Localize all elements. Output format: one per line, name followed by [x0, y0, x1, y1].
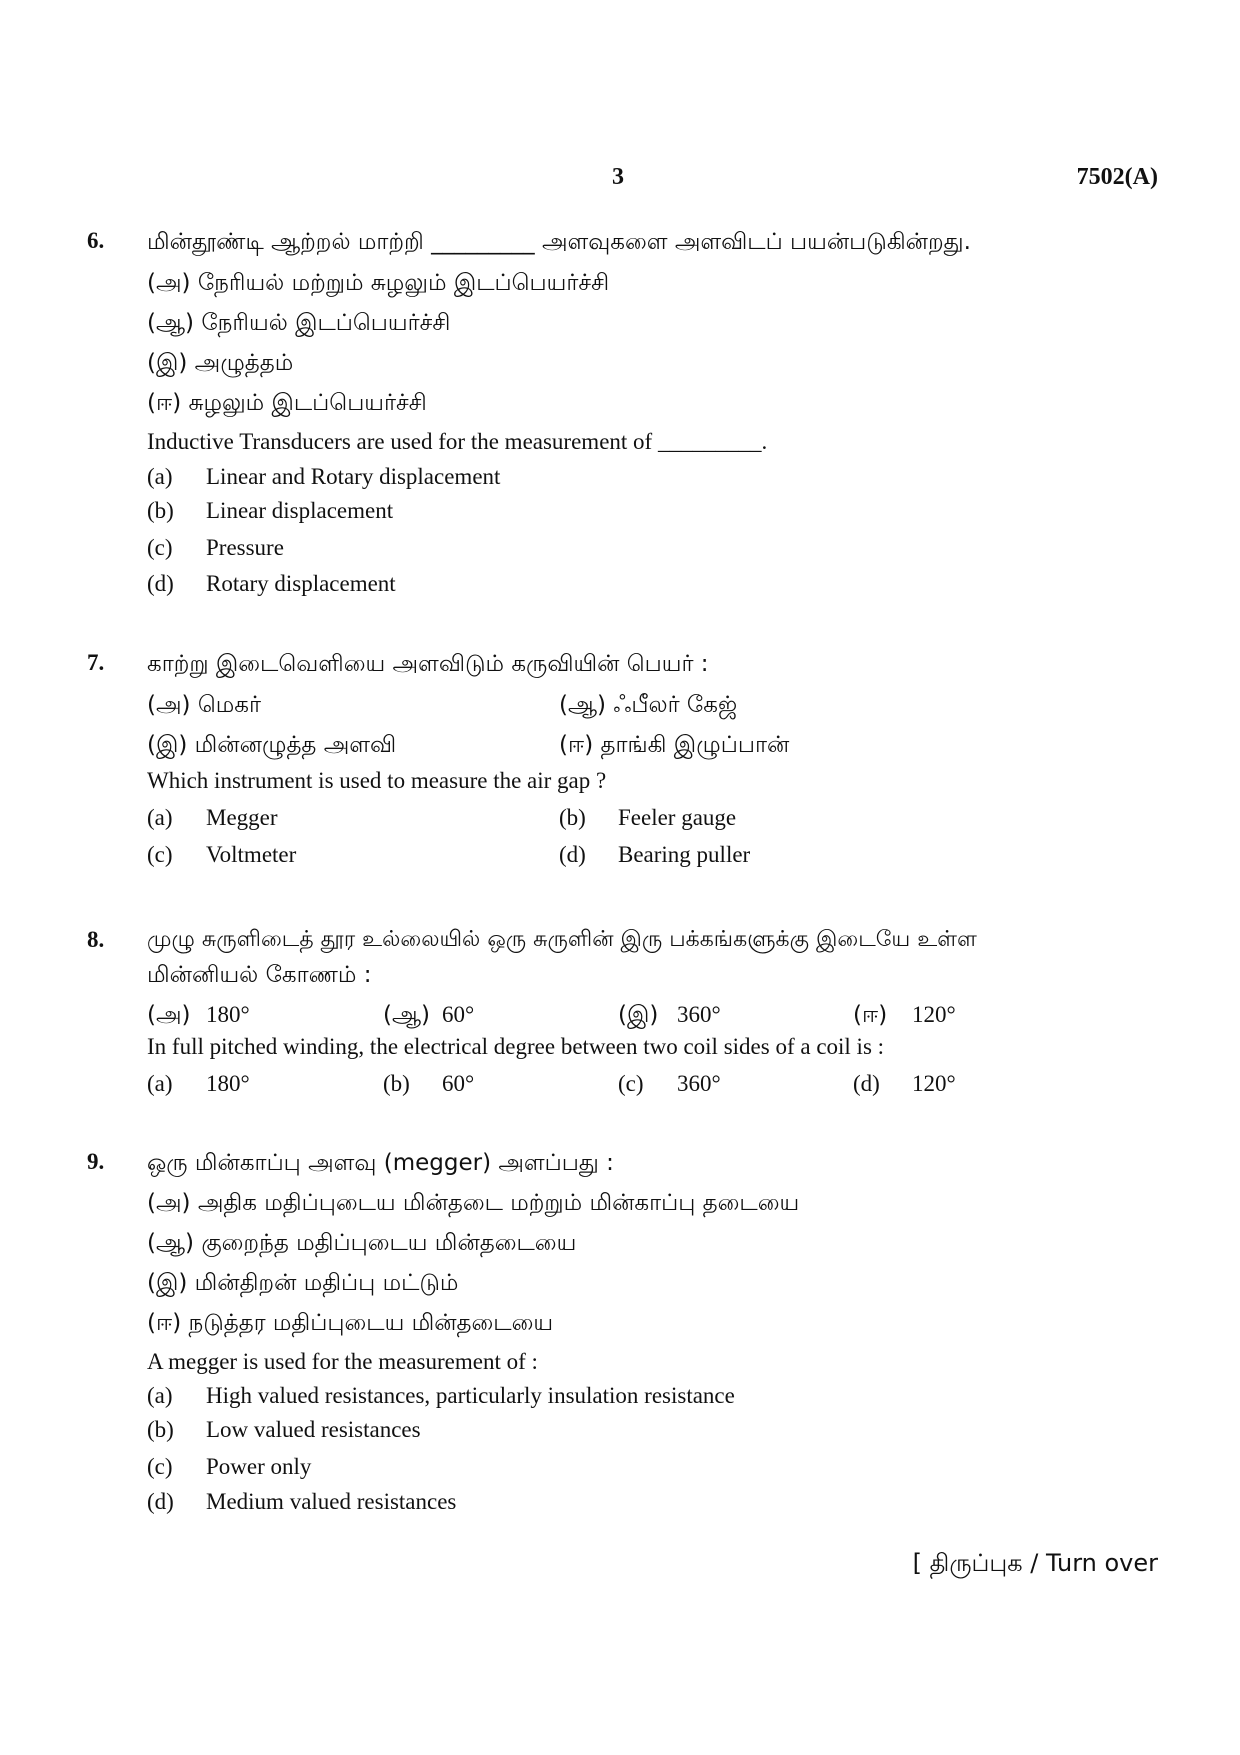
option-tamil: (ஆ) ஃபீலர் கேஜ் [559, 692, 738, 718]
question-text-tamil: முழு சுருளிடைத் தூர உல்லையில் ஒரு சுருளின் இரு பக்கங்களுக்கு இடையே உள்ள [147, 927, 977, 952]
option-tamil: (அ) அதிக மதிப்புடைய மின்தடை மற்றும் மின்காப்பு தடையை [147, 1190, 800, 1216]
option-label-tamil: (ஈ) [853, 1002, 888, 1028]
option-text: Linear displacement [206, 498, 394, 523]
option-tamil: (ஆ) நேரியல் இடப்பெயர்ச்சி [147, 310, 451, 336]
option-text: Medium valued resistances [206, 1489, 457, 1514]
option-label: (b) [147, 498, 174, 523]
option-tamil: (அ) நேரியல் மற்றும் சுழலும் இடப்பெயர்ச்சி [147, 270, 610, 296]
option-label: (c) [147, 1454, 173, 1479]
question-text-tamil: ஒரு மின்காப்பு அளவு (megger) அளப்பது : [147, 1150, 614, 1176]
option-text: 360° [677, 1002, 721, 1027]
option-label-tamil: (ஆ) [383, 1002, 431, 1028]
question-text-english: Inductive Transducers are used for the measurement of _________. [147, 429, 768, 454]
option-tamil: (ஈ) சுழலும் இடப்பெயர்ச்சி [147, 390, 427, 416]
question-text-english: In full pitched winding, the electrical degree between two coil sides of a coil is : [147, 1034, 885, 1059]
option-label-tamil: (இ) [618, 1002, 659, 1028]
option-tamil: (ஆ) குறைந்த மதிப்புடைய மின்தடையை [147, 1230, 577, 1256]
option-tamil: (ஈ) நடுத்தர மதிப்புடைய மின்தடையை [147, 1310, 554, 1336]
turn-over-note: [ திருப்புக / Turn over [912, 1549, 1158, 1577]
option-label-tamil: (அ) [147, 1002, 191, 1028]
option-label: (c) [147, 842, 173, 867]
option-label: (d) [147, 1489, 174, 1514]
option-label: (d) [147, 571, 174, 596]
question-text-tamil: மின்னியல் கோணம் : [147, 962, 372, 988]
option-tamil: (இ) மின்னழுத்த அளவி [147, 732, 397, 758]
option-text: Power only [206, 1454, 312, 1479]
option-text: 180° [206, 1002, 250, 1027]
option-label: (c) [147, 535, 173, 560]
option-text: Bearing puller [618, 842, 751, 867]
question-number: 8. [87, 927, 105, 952]
option-text: 120° [912, 1071, 956, 1096]
option-text: Voltmeter [206, 842, 297, 867]
option-label: (a) [147, 805, 173, 830]
question-number: 6. [87, 228, 105, 253]
page-number: 3 [612, 164, 624, 190]
question-text-english: Which instrument is used to measure the air gap ? [147, 768, 607, 793]
option-text: Low valued resistances [206, 1417, 421, 1442]
option-text: 180° [206, 1071, 250, 1096]
paper-code: 7502(A) [1076, 164, 1158, 190]
option-label: (b) [147, 1417, 174, 1442]
option-tamil: (இ) மின்திறன் மதிப்பு மட்டும் [147, 1270, 459, 1296]
option-text: 60° [442, 1071, 475, 1096]
option-label: (b) [383, 1071, 410, 1096]
option-tamil: (ஈ) தாங்கி இழுப்பான் [559, 732, 790, 758]
question-text-english: A megger is used for the measurement of : [147, 1349, 538, 1374]
option-text: 120° [912, 1002, 956, 1027]
option-text: Feeler gauge [618, 805, 737, 830]
option-text: Rotary displacement [206, 571, 396, 596]
option-text: Linear and Rotary displacement [206, 464, 501, 489]
option-label: (d) [853, 1071, 880, 1096]
option-label: (d) [559, 842, 586, 867]
option-label: (a) [147, 1071, 173, 1096]
question-text-tamil: காற்று இடைவெளியை அளவிடும் கருவியின் பெயர் : [147, 651, 709, 677]
option-text: High valued resistances, particularly insulation resistance [206, 1383, 735, 1408]
option-text: Megger [206, 805, 278, 830]
option-text: 360° [677, 1071, 721, 1096]
option-label: (c) [618, 1071, 644, 1096]
question-number: 9. [87, 1149, 105, 1174]
option-text: Pressure [206, 535, 284, 560]
option-tamil: (இ) அழுத்தம் [147, 350, 294, 376]
question-text-tamil: மின்தூண்டி ஆற்றல் மாற்றி _________ அளவுகளை அளவிடப் பயன்படுகின்றது. [147, 229, 971, 255]
option-label: (a) [147, 1383, 173, 1408]
option-text: 60° [442, 1002, 475, 1027]
question-number: 7. [87, 650, 105, 675]
option-label: (b) [559, 805, 586, 830]
option-label: (a) [147, 464, 173, 489]
option-tamil: (அ) மெகர் [147, 692, 261, 718]
